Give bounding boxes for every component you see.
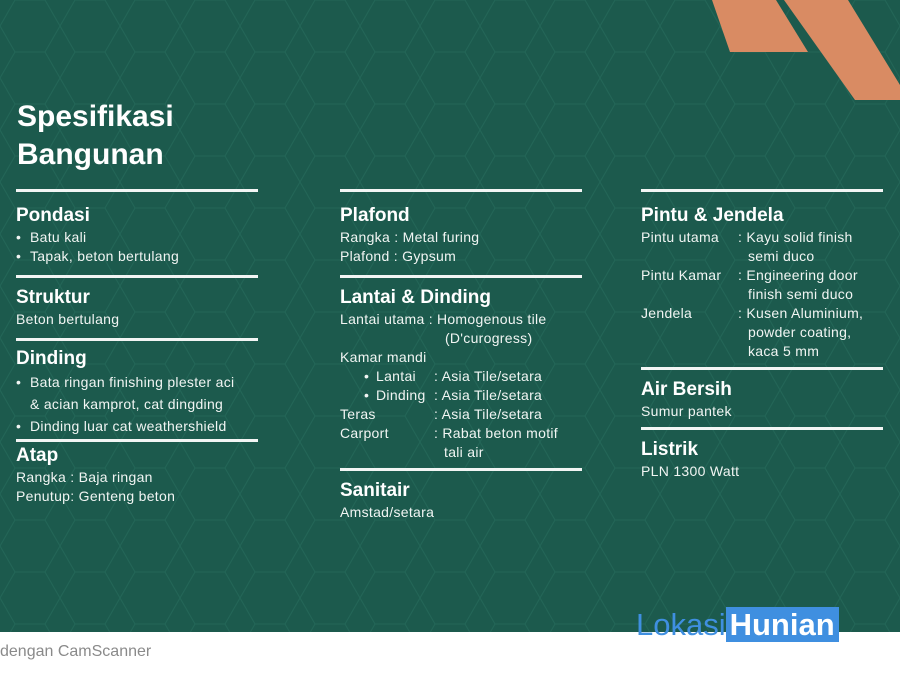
- section-divider: [641, 427, 883, 430]
- section-text: Kamar mandi: [340, 349, 427, 365]
- section-title-pondasi: Pondasi: [16, 205, 90, 226]
- section-title-lantai-dinding: Lantai & Dinding: [340, 287, 491, 308]
- section-title-atap: Atap: [16, 445, 59, 466]
- spec-row: Teras : Asia Tile/setara: [340, 406, 543, 422]
- section-text: Penutup: Genteng beton: [16, 488, 176, 504]
- section-divider: [16, 338, 258, 341]
- section-text: Amstad/setara: [340, 504, 435, 520]
- spec-row: Lantai utama : Homogenous tile (D'curogress): [340, 311, 547, 346]
- spec-row: Pintu Kamar : Engineering door finish semi duco: [641, 267, 858, 302]
- section-title-struktur: Struktur: [16, 287, 90, 308]
- accent-stripes-decoration: [0, 0, 900, 110]
- section-text: PLN 1300 Watt: [641, 463, 740, 479]
- section-divider: [641, 367, 883, 370]
- section-divider: [641, 189, 883, 192]
- section-text: Beton bertulang: [16, 311, 120, 327]
- section-title-listrik: Listrik: [641, 439, 699, 460]
- section-divider: [340, 275, 582, 278]
- camscanner-footer-text: dengan CamScanner: [0, 643, 152, 660]
- section-divider: [16, 439, 258, 442]
- section-divider: [16, 189, 258, 192]
- spec-row: Pintu utama : Kayu solid finish semi duco: [641, 229, 853, 264]
- column-right: [641, 189, 883, 481]
- section-title-sanitair: Sanitair: [340, 480, 410, 501]
- section-title-pintu-jendela: Pintu & Jendela: [641, 205, 784, 226]
- list-item-continued: & acian kamprot, cat dingding: [30, 396, 224, 412]
- section-divider: [340, 189, 582, 192]
- spec-row: • Dinding : Asia Tile/setara: [340, 386, 582, 405]
- section-title-dinding: Dinding: [16, 348, 87, 369]
- list-item: • Batu kali: [16, 228, 258, 247]
- column-left: [16, 189, 258, 506]
- section-title-plafond: Plafond: [340, 205, 410, 226]
- section-text: Plafond : Gypsum: [340, 248, 457, 264]
- list-item: • Bata ringan finishing plester aci: [16, 371, 258, 393]
- spec-row: Carport : Rabat beton motif tali air: [340, 425, 558, 460]
- section-divider: [340, 468, 582, 471]
- lokasihunian-watermark: Lokasi Hunian: [636, 607, 839, 643]
- list-item: • Tapak, beton bertulang: [16, 247, 258, 266]
- page-title: Spesifikasi Bangunan: [17, 100, 174, 171]
- column-middle: [340, 189, 582, 522]
- section-text: Rangka : Baja ringan: [16, 469, 153, 485]
- section-divider: [16, 275, 258, 278]
- spec-row: Jendela : Kusen Aluminium, powder coating, kaca 5 mm: [641, 305, 864, 359]
- list-item: • Dinding luar cat weathershield: [16, 415, 258, 437]
- section-title-air-bersih: Air Bersih: [641, 379, 732, 400]
- section-text: Rangka : Metal furing: [340, 229, 480, 245]
- section-text: Sumur pantek: [641, 403, 732, 419]
- spec-row: • Lantai : Asia Tile/setara: [340, 367, 582, 386]
